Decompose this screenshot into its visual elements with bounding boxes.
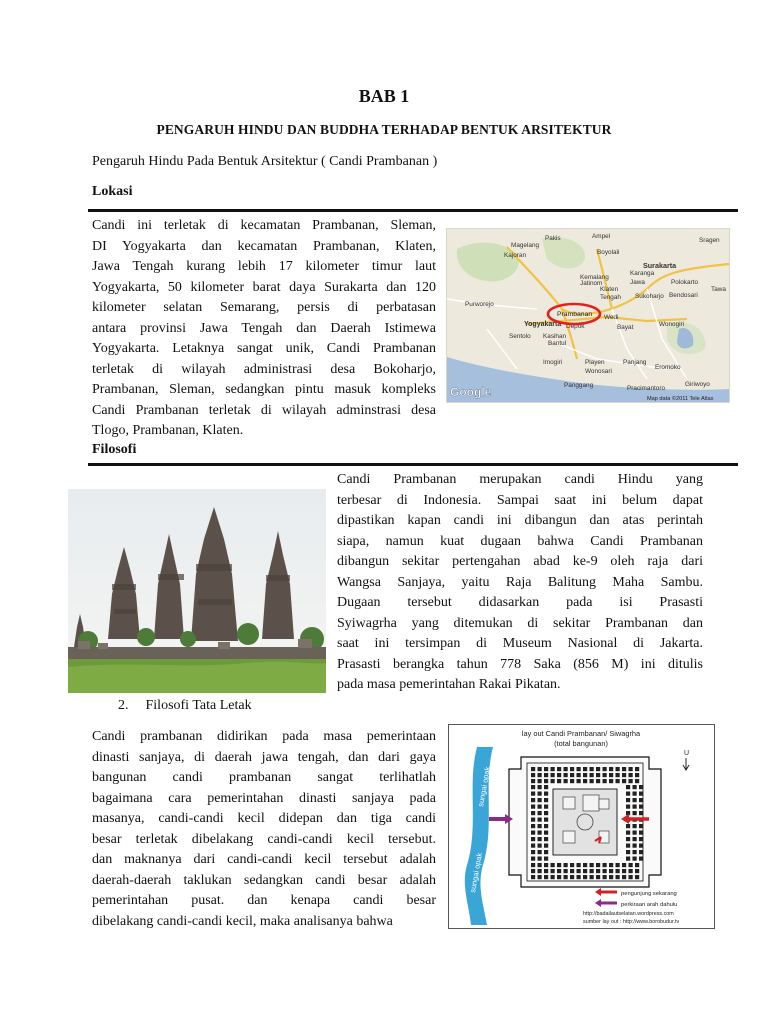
perwara-shrine: [551, 773, 555, 777]
map-label: Eromoko: [655, 364, 681, 371]
perwara-shrine: [538, 869, 542, 873]
map-label: Purworejo: [465, 301, 494, 308]
perwara-shrine: [544, 875, 548, 879]
map-label: Sentolo: [509, 333, 531, 340]
map-label: Bendosari: [669, 292, 698, 299]
perwara-shrine: [551, 767, 555, 771]
paragraph-line: kilometer selatan Semarang, persis di perbatasan: [92, 300, 436, 315]
section-rule-filosofi: [88, 463, 738, 466]
perwara-shrine: [544, 824, 548, 828]
perwara-shrine: [622, 773, 626, 777]
paragraph-line: Prasasti berangka tahun 778 Saka (856 M) ini ditulis: [337, 656, 703, 672]
map-label: Wonosari: [585, 368, 612, 375]
perwara-shrine: [629, 863, 633, 867]
perwara-shrine: [577, 875, 581, 879]
perwara-shrine: [531, 863, 535, 867]
paragraph-line: antara provinsi Jawa Tengah dan Daerah Istimewa: [92, 320, 436, 336]
map-label: Panggang: [564, 382, 594, 389]
perwara-shrine: [626, 850, 630, 854]
paragraph-line: daerah-daerah taklukan sedangkan candi besar adalah: [92, 872, 436, 888]
temple-layout-diagram: [448, 724, 715, 929]
map-label: Imogiri: [543, 359, 563, 366]
perwara-shrine: [609, 875, 613, 879]
perwara-shrine: [538, 811, 542, 815]
perwara-shrine: [564, 869, 568, 873]
perwara-shrine: [616, 779, 620, 783]
perwara-shrine: [639, 824, 643, 828]
perwara-shrine: [626, 857, 630, 861]
map-label: Ampel: [592, 233, 611, 240]
perwara-shrine: [557, 863, 561, 867]
diagram-subtitle: (total bangunan): [554, 739, 608, 748]
perwara-shrine: [639, 857, 643, 861]
perwara-shrine: [609, 869, 613, 873]
map-label: Tawa: [711, 286, 726, 293]
perwara-shrine: [616, 767, 620, 771]
legend-ancient: perkiraan arah dahulu: [621, 902, 678, 908]
perwara-shrine: [626, 831, 630, 835]
perwara-shrine: [531, 837, 535, 841]
perwara-shrine: [639, 831, 643, 835]
perwara-shrine: [603, 773, 607, 777]
perwara-shrine: [538, 875, 542, 879]
location-map: [446, 228, 730, 403]
perwara-shrine: [633, 811, 637, 815]
perwara-shrine: [635, 773, 639, 777]
perwara-shrine: [626, 785, 630, 789]
perwara-shrine: [603, 869, 607, 873]
map-label: Sukoharjo: [635, 293, 664, 300]
perwara-shrine: [622, 767, 626, 771]
perwara-shrine: [633, 837, 637, 841]
perwara-shrine: [639, 792, 643, 796]
perwara-shrine: [531, 844, 535, 848]
diagram-title: lay out Candi Prambanan/ Siwagrha: [521, 729, 641, 738]
perwara-shrine: [635, 875, 639, 879]
perwara-shrine: [626, 798, 630, 802]
paragraph-line: Tlogo, Prambanan, Klaten.: [92, 423, 244, 438]
intro-line: Pengaruh Hindu Pada Bentuk Arsitektur ( Candi Prambanan ): [92, 154, 438, 169]
perwara-shrine: [603, 863, 607, 867]
paragraph-line: DI Yogyakarta dan kecamatan Prambanan, Klaten,: [92, 238, 436, 254]
perwara-shrine: [622, 863, 626, 867]
list-number: 2.: [118, 698, 129, 713]
perwara-shrine: [570, 869, 574, 873]
map-attribution: Map data ©2011 Tele Atlas: [647, 396, 714, 402]
perwara-shrine: [626, 837, 630, 841]
paragraph-line: bangunan candi prambanan sangat terlihatlah: [92, 770, 436, 785]
perwara-shrine: [583, 767, 587, 771]
perwara-shrine: [596, 869, 600, 873]
perwara-shrine: [590, 869, 594, 873]
perwara-shrine: [616, 875, 620, 879]
perwara-shrine: [629, 875, 633, 879]
perwara-shrine: [633, 844, 637, 848]
perwara-shrine: [626, 805, 630, 809]
perwara-shrine: [531, 824, 535, 828]
perwara-shrine: [603, 767, 607, 771]
perwara-shrine: [583, 779, 587, 783]
perwara-shrine: [635, 863, 639, 867]
map-label: Kemalang: [580, 274, 609, 281]
perwara-shrine: [544, 779, 548, 783]
map-label: Yogyakarta: [524, 321, 562, 328]
paragraph-line: siapa, namun kuat dugaan bahwa Candi Prambanan: [337, 533, 703, 549]
map-label: Giriwoyo: [685, 381, 710, 388]
map-brand-logo: Google: [450, 385, 492, 399]
map-label: Boyolali: [597, 249, 620, 256]
perwara-shrine: [633, 831, 637, 835]
paragraph-line: dibangun sekitar pertengahan abad ke-9 oleh raja dari: [337, 554, 703, 569]
perwara-shrine: [616, 863, 620, 867]
perwara-shrine: [538, 837, 542, 841]
map-label: Pakis: [545, 235, 561, 242]
perwara-shrine: [544, 863, 548, 867]
perwara-shrine: [544, 773, 548, 777]
perwara-shrine: [622, 875, 626, 879]
paragraph-line: Candi Prambanan terletak di wilayah adminstrasi desa: [92, 402, 436, 418]
perwara-shrine: [570, 863, 574, 867]
legend-visitor: pengunjung sekarang: [621, 891, 677, 897]
map-label: Playen: [585, 359, 605, 366]
perwara-shrine: [538, 792, 542, 796]
perwara-shrine: [531, 779, 535, 783]
perwara-shrine: [564, 863, 568, 867]
paragraph-line: Yogyakarta, 50 kilometer barat daya Surakarta dan 120: [92, 279, 436, 295]
perwara-shrine: [590, 875, 594, 879]
perwara-shrine: [596, 875, 600, 879]
map-label: Tengah: [600, 294, 621, 301]
paragraph-line: Candi Prambanan merupakan candi Hindu yang: [337, 472, 703, 487]
perwara-shrine: [538, 767, 542, 771]
perwara-shrine: [577, 767, 581, 771]
perwara-shrine: [557, 767, 561, 771]
map-label: Karanga: [630, 270, 655, 277]
perwara-shrine: [544, 869, 548, 873]
perwara-shrine: [626, 824, 630, 828]
perwara-shrine: [538, 850, 542, 854]
perwara-shrine: [551, 875, 555, 879]
map-label: Polokarto: [671, 279, 698, 286]
perwara-shrine: [633, 850, 637, 854]
perwara-shrine: [531, 773, 535, 777]
perwara-shrine: [531, 785, 535, 789]
perwara-shrine: [639, 837, 643, 841]
perwara-shrine: [629, 779, 633, 783]
perwara-shrine: [626, 792, 630, 796]
north-arrow-icon: [683, 758, 689, 770]
map-label: Kasihan: [543, 333, 567, 340]
perwara-shrine: [635, 869, 639, 873]
perwara-shrine: [544, 785, 548, 789]
perwara-shrine: [538, 805, 542, 809]
perwara-shrine: [538, 773, 542, 777]
paragraph-line: Jawa Tengah kurang lebih 17 kilometer timur laut: [92, 259, 436, 274]
paragraph-line: besar terletak dibelakang candi-candi kecil tersebut.: [92, 831, 436, 847]
paragraph-line: saat ini tersimpan di Museum Nasional di Jakarta.: [337, 636, 703, 651]
map-label: Kajoran: [504, 252, 527, 259]
perwara-shrine: [544, 811, 548, 815]
perwara-shrine: [603, 875, 607, 879]
perwara-shrine: [635, 779, 639, 783]
perwara-shrine: [531, 818, 535, 822]
perwara-shrine: [577, 869, 581, 873]
perwara-shrine: [577, 773, 581, 777]
paragraph-line: masanya, candi-candi kecil didepan dan tiga candi: [92, 811, 436, 826]
perwara-shrine: [564, 773, 568, 777]
chapter-subtitle: PENGARUH HINDU DAN BUDDHA TERHADAP BENTUK ARSITEKTUR: [156, 122, 612, 137]
paragraph-line: pada masa pemerintahan Rakai Pikatan.: [337, 677, 561, 692]
perwara-shrine: [531, 857, 535, 861]
river-label-top: sungai opak: [476, 765, 492, 808]
perwara-shrine: [596, 773, 600, 777]
perwara-shrine: [622, 779, 626, 783]
perwara-shrine: [538, 824, 542, 828]
perwara-shrine: [538, 779, 542, 783]
paragraph-line: dibelakang candi-candi kecil, maka analisanya bahwa: [92, 913, 393, 929]
perwara-shrine: [609, 863, 613, 867]
river-label-bottom: sungai opak: [468, 851, 484, 894]
paragraph-line: Syiwagrha yang ditemukan di sekitar Prambanan dan: [337, 615, 703, 631]
perwara-shrine: [596, 779, 600, 783]
perwara-shrine: [639, 805, 643, 809]
perwara-shrine: [629, 869, 633, 873]
perwara-shrine: [557, 869, 561, 873]
perwara-shrine: [544, 857, 548, 861]
perwara-shrine: [531, 805, 535, 809]
perwara-shrine: [639, 798, 643, 802]
map-label: Pracimantoro: [627, 385, 666, 392]
perwara-shrine: [633, 857, 637, 861]
north-label: U: [684, 750, 690, 757]
perwara-shrine: [538, 785, 542, 789]
perwara-shrine: [622, 869, 626, 873]
perwara-shrine: [633, 792, 637, 796]
paragraph-line: dan maknanya dari candi-candi kecil tersebut adalah: [92, 852, 436, 867]
perwara-shrine: [538, 863, 542, 867]
perwara-shrine: [557, 779, 561, 783]
perwara-shrine: [531, 792, 535, 796]
paragraph-line: bagaimana cara pemerintahan dinasti sanjaya pada: [92, 790, 436, 806]
perwara-shrine: [639, 785, 643, 789]
perwara-shrine: [531, 850, 535, 854]
map-label: Surakarta: [643, 261, 677, 270]
list-item-filosofi-tata-letak: [118, 698, 252, 714]
diagram-source-1: http://badailautselatan.wordpress.com: [583, 911, 674, 917]
perwara-shrine: [531, 831, 535, 835]
perwara-shrine: [609, 779, 613, 783]
paragraph-line: Dugaan tersebut didasarkan pada isi Prasasti: [337, 595, 703, 610]
paragraph-line: terletak di wilayah administrasi desa Bokoharjo,: [92, 361, 436, 377]
perwara-shrine: [544, 767, 548, 771]
perwara-shrine: [633, 785, 637, 789]
perwara-shrine: [564, 767, 568, 771]
perwara-shrine: [544, 850, 548, 854]
map-label: Panjang: [623, 359, 647, 366]
perwara-shrine: [538, 844, 542, 848]
map-label: Jatinom: [580, 280, 603, 287]
map-label: Depok: [566, 323, 585, 330]
perwara-shrine: [570, 779, 574, 783]
perwara-shrine: [557, 773, 561, 777]
perwara-shrine: [551, 863, 555, 867]
perwara-shrine: [557, 875, 561, 879]
tata-letak-paragraph: [92, 727, 436, 932]
map-label: Sragen: [699, 237, 720, 244]
perwara-shrine: [564, 779, 568, 783]
paragraph-line: Yogyakarta. Letaknya sangat unik, Candi Prambanan: [92, 341, 436, 356]
perwara-shrine: [603, 779, 607, 783]
perwara-shrine: [629, 767, 633, 771]
perwara-shrine: [639, 844, 643, 848]
perwara-shrine: [570, 875, 574, 879]
perwara-shrine: [616, 773, 620, 777]
perwara-shrine: [531, 811, 535, 815]
perwara-shrine: [570, 773, 574, 777]
chapter-title: BAB 1: [358, 86, 410, 106]
filosofi-paragraph: [337, 470, 703, 696]
paragraph-line: Wangsa Sanjaya, yaitu Raja Balitung Maha Sambu.: [337, 574, 703, 590]
perwara-shrine: [590, 773, 594, 777]
perwara-shrine: [570, 767, 574, 771]
paragraph-line: Candi ini terletak di kecamatan Prambanan, Sleman,: [92, 218, 436, 233]
perwara-shrine: [544, 798, 548, 802]
perwara-shrine: [551, 779, 555, 783]
paragraph-line: terbesar di Indonesia. Sampai saat ini belum dapat: [337, 492, 703, 508]
map-label: Bantul: [548, 340, 567, 347]
list-label: Filosofi Tata Letak: [145, 698, 252, 713]
perwara-shrine: [531, 798, 535, 802]
perwara-shrine: [544, 818, 548, 822]
perwara-shrine: [596, 863, 600, 867]
section-rule-lokasi: [88, 209, 738, 212]
perwara-shrine: [544, 837, 548, 841]
perwara-shrine: [639, 850, 643, 854]
perwara-shrine: [590, 767, 594, 771]
perwara-shrine: [633, 798, 637, 802]
map-label: Wedi: [604, 314, 619, 321]
perwara-shrine: [590, 863, 594, 867]
map-label: Jawa: [630, 279, 645, 286]
lokasi-paragraph: [92, 216, 436, 442]
perwara-shrine: [633, 824, 637, 828]
perwara-shrine: [633, 805, 637, 809]
map-label: Magelang: [511, 242, 540, 249]
perwara-shrine: [616, 869, 620, 873]
map-label-prambanan: Prambanan: [557, 311, 593, 318]
perwara-shrine: [544, 792, 548, 796]
paragraph-line: Candi prambanan didirikan pada masa pemerintaan: [92, 729, 436, 744]
perwara-shrine: [544, 805, 548, 809]
perwara-shrine: [577, 779, 581, 783]
perwara-shrine: [564, 875, 568, 879]
perwara-shrine: [544, 831, 548, 835]
perwara-shrine: [538, 831, 542, 835]
perwara-shrine: [538, 798, 542, 802]
paragraph-line: dipastikan kapan candi ini dibangun dan atas perintah: [337, 513, 703, 528]
perwara-shrine: [609, 767, 613, 771]
section-heading-filosofi: Filosofi: [92, 442, 137, 457]
paragraph-line: dinasti sanjaya, di daerah jawa tengah, dan dari gaya: [92, 749, 436, 765]
perwara-shrine: [531, 869, 535, 873]
perwara-shrine: [635, 767, 639, 771]
perwara-shrine: [583, 875, 587, 879]
diagram-source-2: sumber lay out : http://www.borobudur.tv: [583, 919, 680, 925]
perwara-shrine: [531, 767, 535, 771]
perwara-shrine: [538, 818, 542, 822]
perwara-shrine: [590, 779, 594, 783]
perwara-shrine: [577, 863, 581, 867]
perwara-shrine: [583, 863, 587, 867]
perwara-shrine: [538, 857, 542, 861]
perwara-shrine: [531, 875, 535, 879]
perwara-shrine: [544, 844, 548, 848]
perwara-shrine: [551, 869, 555, 873]
perwara-shrine: [596, 767, 600, 771]
perwara-shrine: [639, 811, 643, 815]
section-heading-lokasi: Lokasi: [92, 184, 133, 199]
map-label: Klaten: [600, 286, 619, 293]
paragraph-line: Prambanan, Sleman, sedangkan pintu masuk kompleks: [92, 382, 436, 397]
map-label: Wonogiri: [659, 321, 685, 328]
perwara-shrine: [629, 773, 633, 777]
perwara-shrine: [583, 773, 587, 777]
map-label: Bayat: [617, 324, 634, 331]
paragraph-line: pemerintahan pusat. dan kenapa candi besar: [92, 893, 436, 908]
perwara-shrine: [609, 773, 613, 777]
prambanan-temple-photo: [68, 489, 326, 693]
perwara-shrine: [583, 869, 587, 873]
perwara-shrine: [626, 844, 630, 848]
